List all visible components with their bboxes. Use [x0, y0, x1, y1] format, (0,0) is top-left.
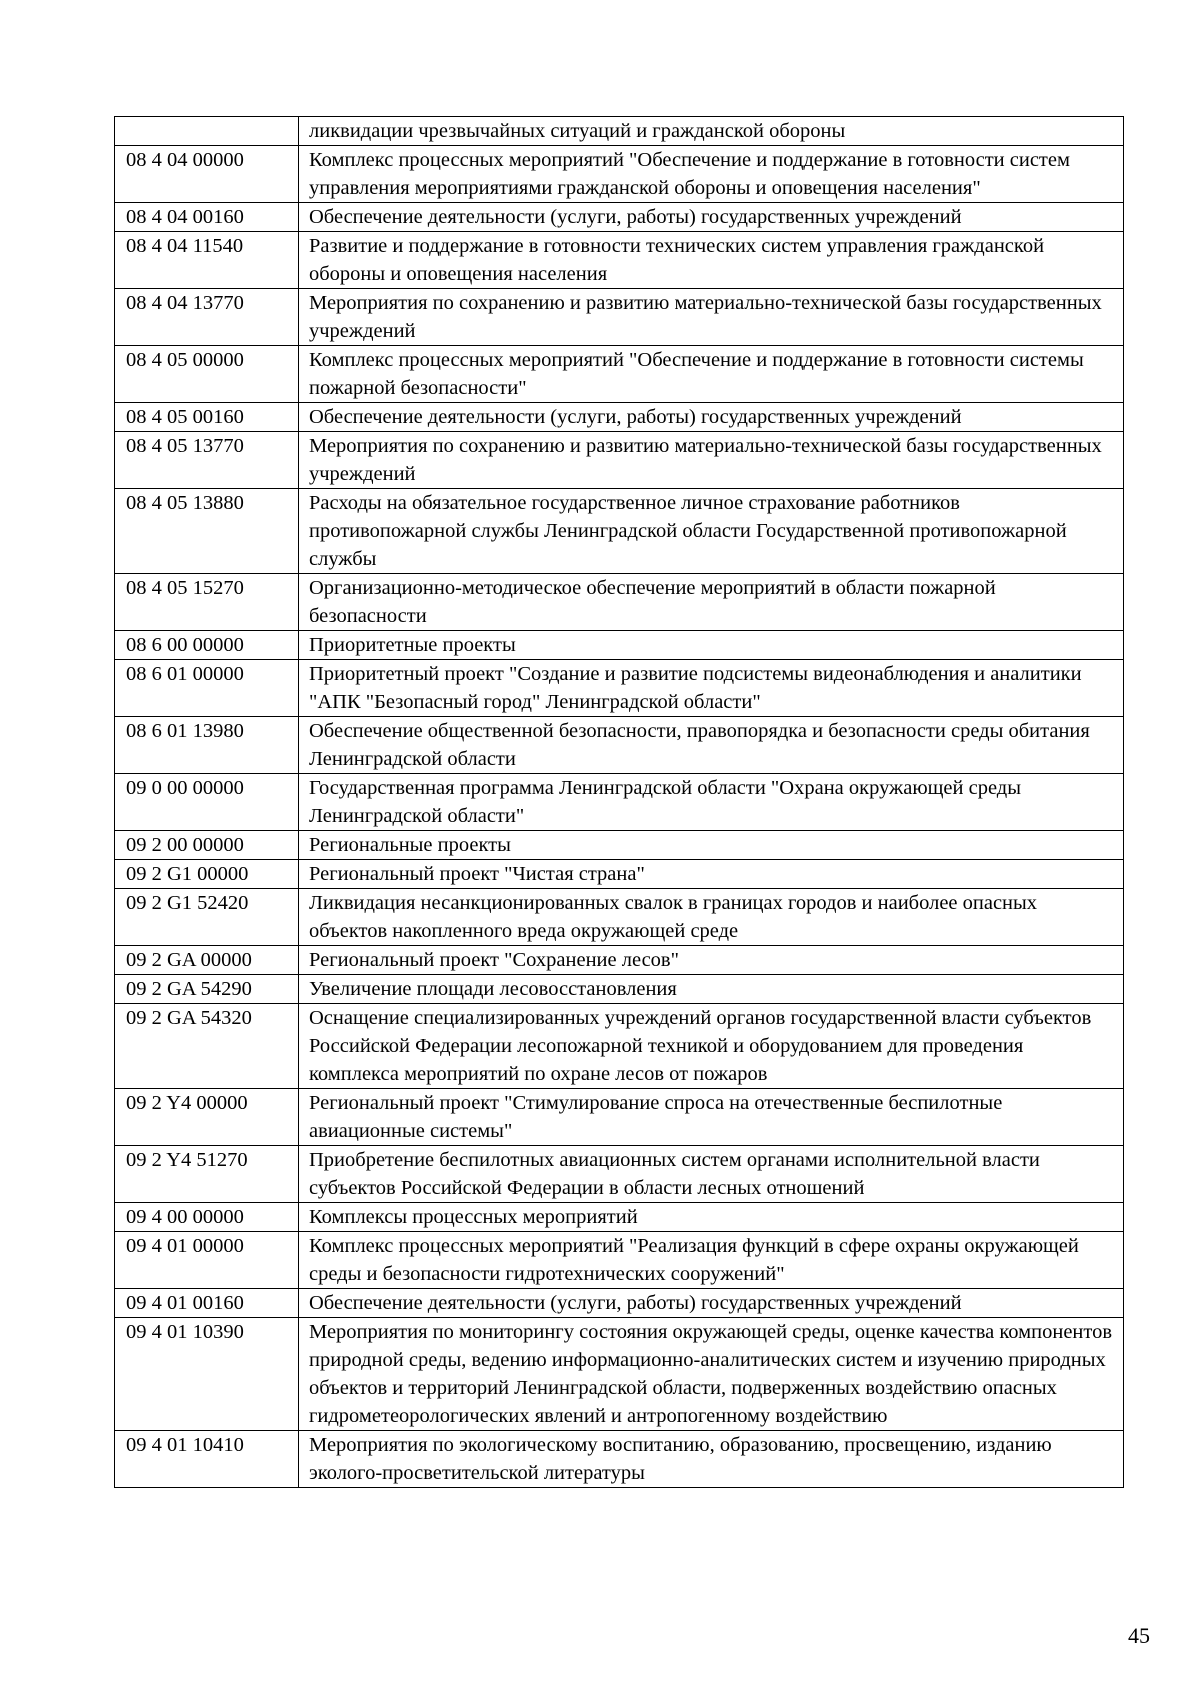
row-code: 08 6 01 00000	[115, 660, 299, 717]
row-description: Ликвидация несанкционированных свалок в границах городов и наиболее опасных объектов накопленного вреда окружающей среде	[299, 889, 1124, 946]
row-code: 08 4 04 00000	[115, 146, 299, 203]
table-row	[115, 975, 1124, 1004]
row-code: 08 4 04 11540	[115, 232, 299, 289]
table-row	[115, 831, 1124, 860]
row-code: 08 4 05 00000	[115, 346, 299, 403]
row-code: 09 4 01 10390	[115, 1318, 299, 1431]
table-row	[115, 717, 1124, 774]
row-code: 08 6 00 00000	[115, 631, 299, 660]
table-row	[115, 232, 1124, 289]
row-description: Государственная программа Ленинградской области "Охрана окружающей среды Ленинградской области"	[299, 774, 1124, 831]
row-code: 08 6 01 13980	[115, 717, 299, 774]
row-description: Организационно-методическое обеспечение мероприятий в области пожарной безопасности	[299, 574, 1124, 631]
row-description: Комплекс процессных мероприятий "Реализация функций в сфере охраны окружающей среды и безопасности гидротехнических сооружений"	[299, 1232, 1124, 1289]
table-row	[115, 1089, 1124, 1146]
row-description: Комплекс процессных мероприятий "Обеспечение и поддержание в готовности системы пожарной безопасности"	[299, 346, 1124, 403]
row-description: Региональный проект "Стимулирование спроса на отечественные беспилотные авиационные системы"	[299, 1089, 1124, 1146]
table-row	[115, 1203, 1124, 1232]
table-row	[115, 660, 1124, 717]
row-description: Региональный проект "Сохранение лесов"	[299, 946, 1124, 975]
row-code: 08 4 05 13880	[115, 489, 299, 574]
row-code: 09 4 01 00000	[115, 1232, 299, 1289]
row-description: Обеспечение деятельности (услуги, работы) государственных учреждений	[299, 403, 1124, 432]
row-code: 09 2 GA 54320	[115, 1004, 299, 1089]
table-row	[115, 889, 1124, 946]
table-body	[115, 117, 1124, 1488]
table-row	[115, 946, 1124, 975]
row-code: 09 2 G1 52420	[115, 889, 299, 946]
row-description: Приоритетный проект "Создание и развитие подсистемы видеонаблюдения и аналитики "АПК "Безопасный город" Ленинградской области"	[299, 660, 1124, 717]
table-row	[115, 631, 1124, 660]
table-row	[115, 1289, 1124, 1318]
row-description: Обеспечение деятельности (услуги, работы) государственных учреждений	[299, 203, 1124, 232]
row-description: Обеспечение деятельности (услуги, работы) государственных учреждений	[299, 1289, 1124, 1318]
table-row	[115, 1232, 1124, 1289]
table-row	[115, 346, 1124, 403]
row-description: Оснащение специализированных учреждений органов государственной власти субъектов Российской Федерации лесопожарной техникой и оборудованием для проведения комплекса мероприятий по охране лесов от пожаров	[299, 1004, 1124, 1089]
row-code: 09 0 00 00000	[115, 774, 299, 831]
row-description: Развитие и поддержание в готовности технических систем управления гражданской обороны и оповещения населения	[299, 232, 1124, 289]
row-code: 08 4 04 00160	[115, 203, 299, 232]
row-description: Приобретение беспилотных авиационных систем органами исполнительной власти субъектов Российской Федерации в области лесных отношений	[299, 1146, 1124, 1203]
table-row	[115, 860, 1124, 889]
table-row	[115, 117, 1124, 146]
table-row	[115, 489, 1124, 574]
row-code: 09 2 GA 00000	[115, 946, 299, 975]
table-row	[115, 1004, 1124, 1089]
row-description: ликвидации чрезвычайных ситуаций и гражданской обороны	[299, 117, 1124, 146]
row-description: Мероприятия по сохранению и развитию материально-технической базы государственных учреждений	[299, 289, 1124, 346]
page-number: 45	[1128, 1623, 1150, 1648]
row-description: Мероприятия по экологическому воспитанию, образованию, просвещению, изданию эколого-просветительской литературы	[299, 1431, 1124, 1488]
row-code	[115, 117, 299, 146]
budget-classification-table	[114, 116, 1124, 1488]
row-description: Расходы на обязательное государственное личное страхование работников противопожарной службы Ленинградской области Государственной противопожарной службы	[299, 489, 1124, 574]
row-description: Обеспечение общественной безопасности, правопорядка и безопасности среды обитания Ленинградской области	[299, 717, 1124, 774]
row-code: 09 4 00 00000	[115, 1203, 299, 1232]
table-row	[115, 432, 1124, 489]
row-description: Комплексы процессных мероприятий	[299, 1203, 1124, 1232]
row-code: 09 2 G1 00000	[115, 860, 299, 889]
table-row	[115, 146, 1124, 203]
table-row	[115, 403, 1124, 432]
row-description: Увеличение площади лесовосстановления	[299, 975, 1124, 1004]
row-code: 08 4 05 15270	[115, 574, 299, 631]
table-row	[115, 203, 1124, 232]
row-code: 09 2 Y4 00000	[115, 1089, 299, 1146]
row-description: Мероприятия по сохранению и развитию материально-технической базы государственных учреждений	[299, 432, 1124, 489]
row-code: 08 4 05 00160	[115, 403, 299, 432]
row-code: 08 4 05 13770	[115, 432, 299, 489]
table-row	[115, 1146, 1124, 1203]
table-row	[115, 774, 1124, 831]
row-description: Приоритетные проекты	[299, 631, 1124, 660]
table-row	[115, 574, 1124, 631]
row-code: 09 2 00 00000	[115, 831, 299, 860]
row-description: Мероприятия по мониторингу состояния окружающей среды, оценке качества компонентов природной среды, ведению информационно-аналитических систем и изучению природных объектов и территорий Ленинградской области, подверженных воздействию опасных гидрометеорологических явлений и антропогенному воздействию	[299, 1318, 1124, 1431]
row-code: 09 2 GA 54290	[115, 975, 299, 1004]
table-row	[115, 1318, 1124, 1431]
row-description: Региональный проект "Чистая страна"	[299, 860, 1124, 889]
row-code: 09 4 01 10410	[115, 1431, 299, 1488]
table-row	[115, 289, 1124, 346]
table-row	[115, 1431, 1124, 1488]
row-code: 09 2 Y4 51270	[115, 1146, 299, 1203]
row-code: 09 4 01 00160	[115, 1289, 299, 1318]
row-code: 08 4 04 13770	[115, 289, 299, 346]
row-description: Региональные проекты	[299, 831, 1124, 860]
row-description: Комплекс процессных мероприятий "Обеспечение и поддержание в готовности систем управления мероприятиями гражданской обороны и оповещения населения"	[299, 146, 1124, 203]
